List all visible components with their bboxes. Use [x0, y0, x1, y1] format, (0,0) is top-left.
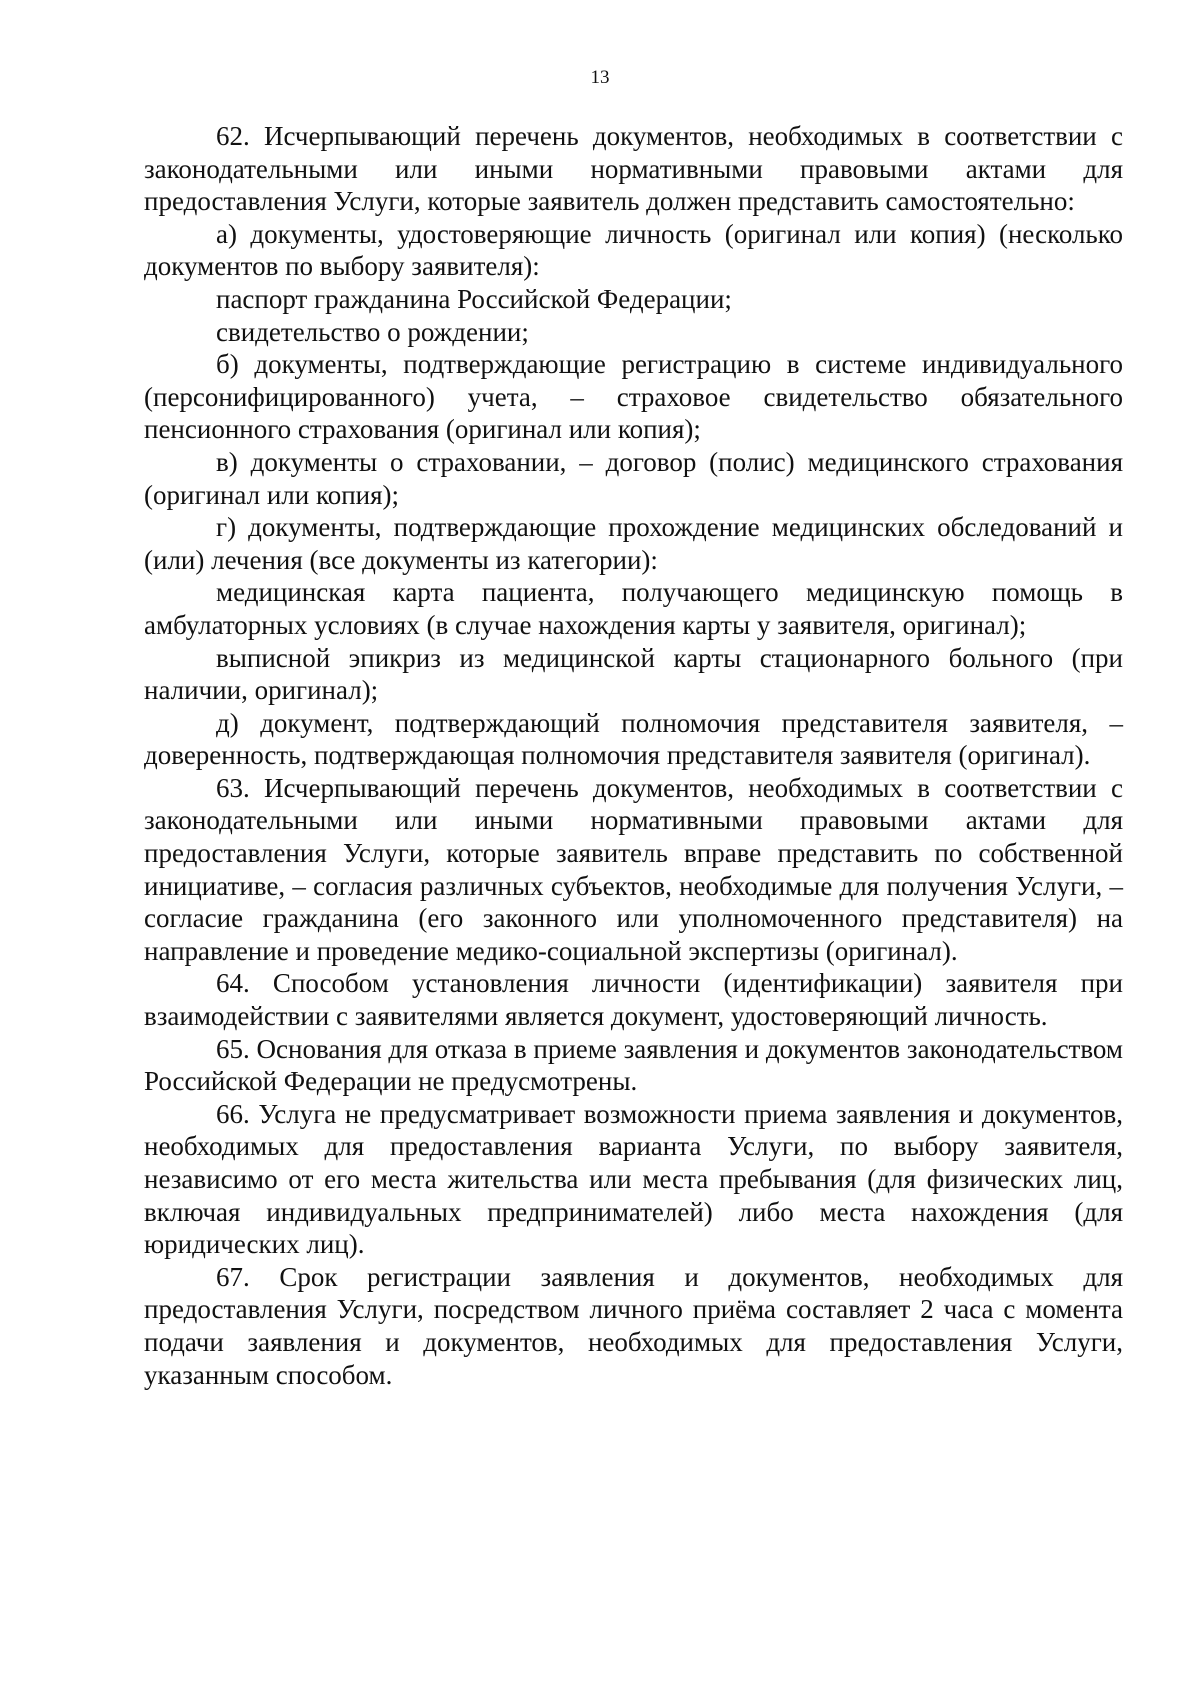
paragraph-62b: б) документы, подтверждающие регистрацию в системе индивидуального (персонифицированного) учета, – страховое свидетельство обязательного пенсионного страхования (оригинал или копия);	[144, 349, 1123, 445]
list-item-passport: паспорт гражданина Российской Федерации;	[216, 283, 732, 314]
paragraph-66: 66. Услуга не предусматривает возможности приема заявления и документов, необходимых для предоставления варианта Услуги, по выбору заявителя, независимо от его места жительства или места пребывания (для физических лиц, включая индивидуальных предпринимателей) либо места нахождения (для юридических лиц).	[144, 1098, 1123, 1260]
paragraph-67: 67. Срок регистрации заявления и документов, необходимых для предоставления Услуги, посредством личного приёма составляет 2 часа с момента подачи заявления и документов, необходимых для предоставления Услуги, указанным способом.	[144, 1261, 1123, 1390]
paragraph-64: 64. Способом установления личности (идентификации) заявителя при взаимодействии с заявителями является документ, удостоверяющий личность.	[144, 968, 1123, 1032]
list-item-discharge-summary: выписной эпикриз из медицинской карты стационарного больного (при наличии, оригинал);	[144, 642, 1123, 706]
list-item-birth-certificate: свидетельство о рождении;	[216, 316, 529, 347]
paragraph-63: 63. Исчерпывающий перечень документов, необходимых в соответствии с законодательными или иными нормативными правовыми актами для предоставления Услуги, которые заявитель вправе представить по собственной инициативе, – согласия различных субъектов, необходимые для получения Услуги, – согласие гражданина (его законного или уполномоченного представителя) на направление и проведение медико-социальной экспертизы (оригинал).	[144, 772, 1123, 966]
paragraph-62: 62. Исчерпывающий перечень документов, необходимых в соответствии с законодательными или иными нормативными правовыми актами для предоставления Услуги, которые заявитель должен представить самостоятельно:	[144, 121, 1123, 217]
paragraph-62v: в) документы о страховании, – договор (полис) медицинского страхования (оригинал или копия);	[144, 446, 1123, 510]
paragraph-65: 65. Основания для отказа в приеме заявления и документов законодательством Российской Федерации не предусмотрены.	[144, 1033, 1123, 1097]
list-item-medical-card: медицинская карта пациента, получающего медицинскую помощь в амбулаторных условиях (в случае нахождения карты у заявителя, оригинал);	[144, 577, 1123, 640]
paragraph-62g: г) документы, подтверждающие прохождение медицинских обследований и (или) лечения (все документы из категории):	[144, 512, 1123, 575]
paragraph-62a: а) документы, удостоверяющие личность (оригинал или копия) (несколько документов по выбору заявителя):	[144, 218, 1123, 282]
document-body	[144, 120, 1123, 1391]
page-number: 13	[590, 67, 610, 88]
paragraph-62d: д) документ, подтверждающий полномочия представителя заявителя, – доверенность, подтверждающая полномочия представителя заявителя (оригинал).	[144, 707, 1123, 771]
